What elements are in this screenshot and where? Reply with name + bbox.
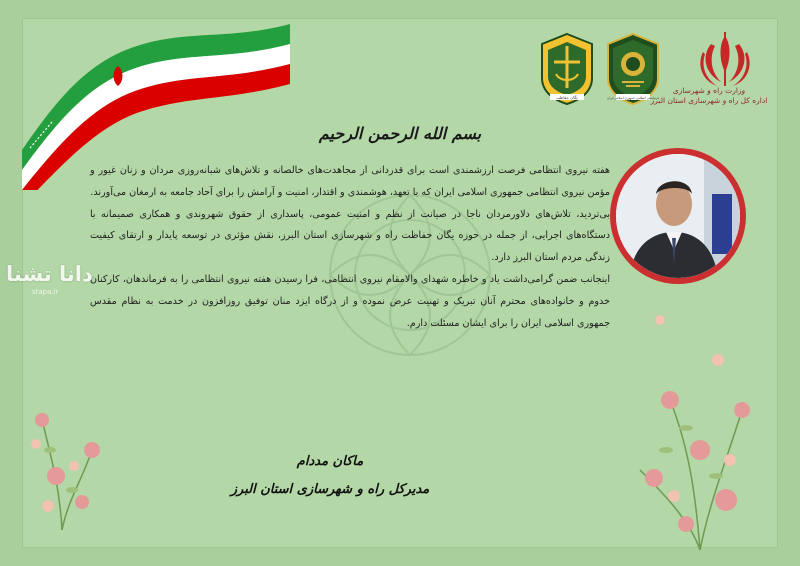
police-badge-caption: فرماندهی انتظامی جمهوری اسلامی ایران: [607, 96, 659, 100]
message-paragraph-2: بی‌تردید، تلاش‌های دلاورمردان ناجا در صیانت از نظم و امنیت عمومی، پاسداری از حقوق شهروندی و همکاری صمیمانه با دستگاه‌های اجرایی، از جمله در حوزه یگان حفاظت راه و شهرسازی استان البرز، نقش مؤثری در توسعه پایدار و ارتقای کیفیت زندگی مردم استان البرز دارد.: [90, 208, 610, 264]
watermark-url: stapa.ir: [32, 288, 59, 296]
message-body: [90, 160, 610, 334]
flower-decoration-icon: [22, 380, 112, 530]
ministry-line-2: اداره کل راه و شهرسازی استان البرز: [650, 96, 768, 105]
ministry-caption: [650, 86, 768, 106]
message-paragraph-1: هفته نیروی انتظامی فرصت ارزشمندی است برای قدردانی از مجاهدت‌های خالصانه و تلاش‌های شبانه‌روزی مردان و زنان غیور و مؤمن نیروی انتظامی جمهوری اسلامی ایران که با تعهد، هوشمندی و اقتدار، امنیت و آرامش را برای آحاد جامعه به ارمغان می‌آورند.: [90, 165, 610, 198]
flower-decoration-icon: [630, 300, 760, 550]
portrait-frame: [610, 148, 746, 284]
guard-badge-icon: [538, 32, 596, 106]
person-portrait-icon: [616, 154, 740, 278]
site-watermark: [6, 262, 116, 298]
signer-name: ماکان مددام: [296, 454, 364, 469]
bismillah-heading: بسم الله الرحمن الرحیم: [318, 124, 482, 143]
message-paragraph-3: اینجانب ضمن گرامی‌داشت یاد و خاطره شهدای والامقام نیروی انتظامی، فرا رسیدن هفته نیروی انتظامی را به فرماندهان، کارکنان خدوم و خانواده‌های محترم آنان تبریک و تهنیت عرض نموده و از درگاه ایزد منان توفیق روزافزون در خدمت به نظام مقدس جمهوری اسلامی ایران را برای ایشان مسئلت دارم.: [90, 273, 610, 329]
iran-emblem-icon: [695, 30, 755, 90]
watermark-logo: دانا تشنا: [6, 262, 93, 286]
signer-title: مدیرکل راه و شهرسازی استان البرز: [230, 482, 430, 497]
police-badge-icon: [604, 32, 662, 106]
portrait-photo: [616, 154, 740, 278]
guard-badge-caption: یگان حفاظت: [556, 95, 578, 100]
signature-block: [200, 452, 460, 502]
ministry-line-1: وزارت راه و شهرسازی: [672, 86, 746, 95]
